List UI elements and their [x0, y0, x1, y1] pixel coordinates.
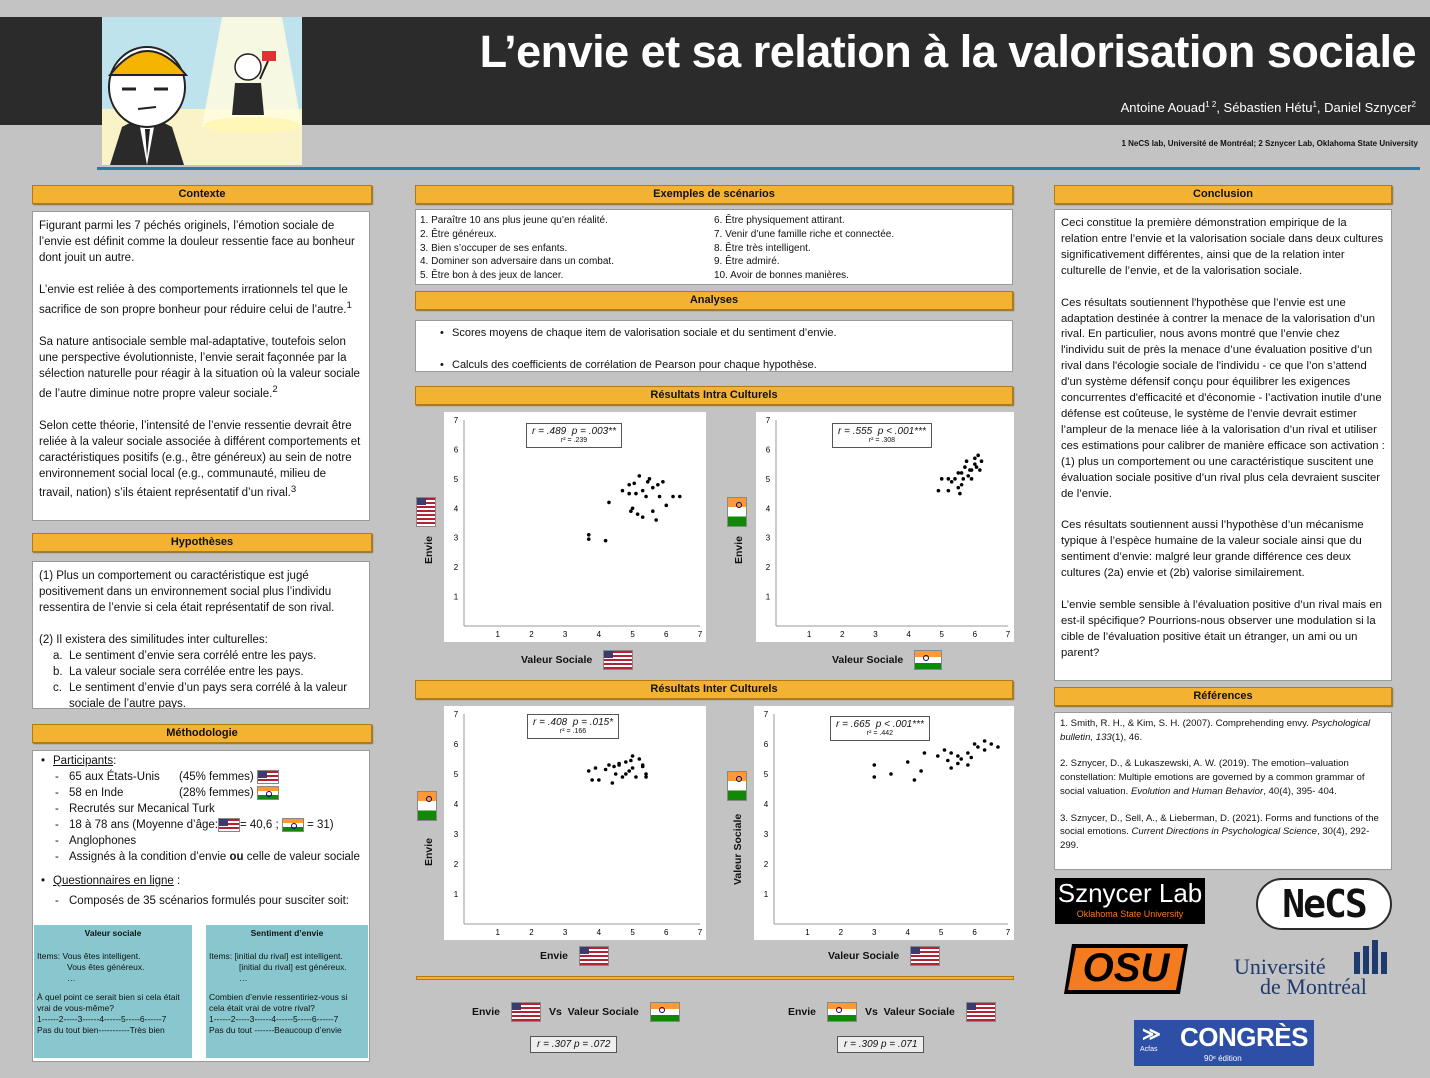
data-point: [587, 533, 591, 537]
ylabel-inter-india: Valeur Sociale: [732, 813, 744, 885]
analyses-panel: [415, 320, 1013, 372]
data-point: [950, 480, 954, 484]
recruitment: - Recrutés sur Mecanical Turk: [39, 801, 363, 817]
y-tick-label: 6: [453, 445, 459, 455]
data-point: [976, 745, 980, 749]
y-tick-label: 3: [453, 830, 459, 839]
data-point: [597, 778, 601, 782]
data-point: [996, 745, 1000, 749]
x-tick-label: 7: [697, 928, 703, 937]
conclusion-p3: Ces résultats soutiennent aussi l’hypothèse d’un mécanisme typique à l’espèce humaine de la valeur sociale ainsi que du sentiment d’envie: malgré leur grande différence ces deux cultures (2a) envie et (2b) valorise similairement.: [1061, 519, 1364, 580]
data-point: [940, 477, 944, 481]
data-point: [627, 483, 631, 487]
scenario-item: 10. Avoir de bonnes manières.: [714, 270, 849, 282]
stat-intra-us: r = .489 p = .003** r² = .239: [526, 423, 622, 448]
y-tick-label: 3: [763, 830, 769, 839]
data-point: [963, 465, 967, 469]
cross-compare-1: Envie Vs Valeur Sociale: [472, 1002, 680, 1022]
hypothesis-2c: c. Le sentiment d’envie d’un pays sera corrélé à la valeur sociale de l’autre pays.: [53, 682, 348, 709]
hypotheses-heading: Hypothèses: [32, 533, 372, 552]
data-point: [656, 483, 660, 487]
data-point: [654, 518, 658, 522]
ylabel-inter-us: Envie: [423, 837, 435, 866]
ylabel-intra-us: Envie: [423, 535, 435, 564]
data-point: [641, 765, 645, 769]
y-tick-label: 1: [765, 592, 771, 602]
y-tick-label: 1: [453, 592, 459, 602]
data-point: [947, 489, 951, 493]
udem-logo: Université de Montréal: [1232, 936, 1392, 998]
data-point: [975, 465, 979, 469]
analyses-bullet-1: • Scores moyens de chaque item de valorisation sociale et du sentiment d’envie.: [438, 325, 990, 341]
data-point: [961, 477, 965, 481]
inter-heading: Résultats Inter Culturels: [415, 680, 1013, 699]
references-panel: [1054, 712, 1392, 870]
valeur-sociale-box: Valeur sociale Items: Vous êtes intelligent. Vous êtes généreux. … À quel point ce serait bien si cela était vrai de vous-même? 1------2-----3------4------5-----6------7 Pas du tout bien-----------Très bien: [34, 925, 192, 1058]
y-tick-label: 2: [453, 563, 459, 573]
conclusion-panel: [1054, 209, 1392, 681]
cross-compare-2: Envie Vs Valeur Sociale: [788, 1002, 996, 1022]
data-point: [611, 781, 615, 785]
y-tick-label: 7: [453, 710, 459, 719]
us-flag: [910, 946, 940, 966]
data-point: [965, 459, 969, 463]
data-point: [976, 454, 980, 458]
x-tick-label: 1: [806, 630, 812, 639]
x-tick-label: 1: [495, 630, 500, 639]
x-tick-label: 3: [562, 928, 568, 937]
x-tick-label: 6: [664, 928, 669, 937]
x-tick-label: 7: [697, 630, 703, 639]
data-point: [594, 766, 598, 770]
scatter-plot-svg: [754, 706, 1014, 940]
x-tick-label: 4: [905, 928, 910, 937]
data-point: [678, 495, 682, 499]
india-flag: [827, 1002, 857, 1022]
data-point: [956, 486, 960, 490]
scenario-item: 1. Paraître 10 ans plus jeune qu’en réalité.: [420, 215, 608, 226]
analyses-bullet-2: • Calculs des coefficients de corrélation de Pearson pour chaque hypothèse.: [438, 357, 990, 372]
data-point: [983, 739, 987, 743]
data-point: [936, 754, 940, 758]
y-tick-label: 4: [453, 504, 459, 514]
hypothesis-2a: a. Le sentiment d’envie sera corrélé entre les pays.: [53, 650, 317, 662]
y-tick-label: 3: [453, 533, 459, 543]
affiliations: 1 NeCS lab, Université de Montréal; 2 Sznycer Lab, Oklahoma State University: [1121, 139, 1418, 148]
osu-logo: OSU: [1064, 936, 1196, 1002]
conclusion-heading: Conclusion: [1054, 185, 1392, 204]
data-point: [980, 459, 984, 463]
x-tick-label: 6: [664, 630, 669, 639]
inter-divider: [416, 976, 1014, 980]
scenarios-count: - Composés de 35 scénarios formulés pour susciter soit:: [39, 893, 363, 909]
language: - Anglophones: [39, 833, 363, 849]
data-point: [587, 537, 591, 541]
hypothesis-2b: b. La valeur sociale sera corrélée entre les pays.: [53, 666, 304, 678]
y-tick-label: 4: [453, 800, 459, 809]
y-tick-label: 5: [453, 770, 459, 779]
data-point: [970, 477, 974, 481]
data-point: [646, 480, 650, 484]
questionnaires-label: • Questionnaires en ligne :: [39, 873, 363, 889]
necs-logo: NeCS: [1256, 878, 1392, 930]
contexte-p2: L’envie est reliée à des comportements irrationnels tel que le sacrifice de son propre bonheur pour réduire celui de l’autre.$^1$: [39, 284, 352, 316]
india-flag: [257, 786, 279, 800]
conclusion-p1: Ceci constitue la première démonstration empirique de la relation entre l’envie et la valorisation sociale dans deux cultures significativement différentes, ainsi que de la relation inter culturelle de l’envie, et de la valorisation sociale.: [1061, 217, 1384, 277]
us-flag: [218, 818, 240, 832]
data-point: [958, 492, 962, 496]
us-flag-y-intra: [416, 497, 436, 527]
cross-stat-2: r = .309 p = .071: [837, 1036, 924, 1053]
x-tick-label: 3: [562, 630, 568, 639]
data-point: [636, 512, 640, 516]
references-heading: Références: [1054, 687, 1392, 706]
data-point: [658, 495, 662, 499]
x-tick-label: 2: [529, 630, 534, 639]
y-tick-label: 6: [453, 740, 459, 749]
y-tick-label: 1: [763, 890, 769, 899]
data-point: [641, 489, 645, 493]
contexte-p1: Figurant parmi les 7 péchés originels, l’émotion sociale de l’envie est définit comme la douleur ressentie face au bonheur dont jouit un autre.: [39, 220, 355, 264]
x-tick-label: 2: [838, 928, 844, 937]
data-point: [989, 742, 993, 746]
data-point: [587, 769, 591, 773]
us-flag: [603, 650, 633, 670]
x-tick-label: 7: [1005, 928, 1011, 937]
data-point: [872, 775, 876, 779]
intra-heading: Résultats Intra Culturels: [415, 386, 1013, 405]
data-point: [644, 775, 648, 779]
contexte-p4: Selon cette théorie, l’intensité de l’envie ressentie devrait être reliée à la valeur sociale associée à différent comportements et caractéristiques positifs (e.g., être généreux) au sein de notre environnement social local (e.g., communauté, milieu de travail, nation) s’ils étaient représentatif d’un rival.$^3$: [39, 419, 361, 500]
xlabel-inter-us: Envie: [540, 946, 609, 966]
scenarios-right: [714, 214, 894, 283]
scenario-item: 4. Dominer son adversaire dans un combat.: [420, 256, 614, 268]
xlabel-intra-us: Valeur Sociale: [521, 650, 633, 670]
stat-inter-us: r = .408 p = .015* r² = .166: [527, 714, 619, 739]
age-range: - 18 à 78 ans (Moyenne d’âge: = 40,6 ; = 31): [39, 817, 363, 833]
data-point: [664, 504, 668, 508]
participants-us: - 65 aux États-Unis (45% femmes): [39, 769, 363, 785]
data-point: [621, 775, 625, 779]
y-tick-label: 7: [763, 710, 769, 719]
data-point: [644, 495, 648, 499]
y-tick-label: 5: [453, 474, 459, 484]
congres-acfas-logo: ≫ Acfas CONGRÈS 90ᵉ édition: [1134, 1020, 1314, 1066]
reference-1: 1. Smith, R. H., & Kim, S. H. (2007). Comprehending envy. Psychological bulletin, 133(1), 46.: [1060, 718, 1371, 743]
data-point: [937, 489, 941, 493]
scenarios-heading: Exemples de scénarios: [415, 185, 1013, 204]
contexte-heading: Contexte: [32, 185, 372, 204]
hypothesis-2: (2) Il existera des similitudes inter culturelles:: [39, 634, 268, 646]
data-point: [624, 772, 628, 776]
data-point: [969, 756, 973, 760]
data-point: [634, 775, 638, 779]
scenarios-left: [420, 214, 614, 283]
data-point: [607, 501, 611, 505]
methodologie-heading: Méthodologie: [32, 724, 372, 743]
us-flag: [511, 1002, 541, 1022]
data-point: [631, 754, 635, 758]
acfas-arrow-icon: ≫: [1142, 1024, 1161, 1044]
data-point: [949, 766, 953, 770]
x-tick-label: 3: [872, 928, 877, 937]
scenario-item: 6. Être physiquement attirant.: [714, 215, 845, 226]
india-flag: [650, 1002, 680, 1022]
x-tick-label: 5: [939, 630, 944, 639]
participants-label: • Participants:: [39, 753, 363, 769]
hypothesis-1: (1) Plus un comportement ou caractéristique est jugé positivement dans un environnement social plus l’individu ressentira de l’envie si cela était représentatif de son rival.: [39, 570, 335, 614]
hypothesis-list: [39, 648, 363, 709]
data-point: [978, 468, 982, 472]
scenario-item: 2. Être généreux.: [420, 228, 497, 240]
data-point: [943, 748, 947, 752]
data-point: [632, 481, 636, 485]
scenarios-panel: [415, 209, 1013, 285]
x-tick-label: 5: [938, 928, 944, 937]
y-tick-label: 2: [763, 860, 769, 869]
data-point: [960, 471, 964, 475]
data-point: [949, 751, 953, 755]
data-point: [661, 480, 665, 484]
contexte-panel: [32, 211, 370, 521]
analyses-heading: Analyses: [415, 291, 1013, 310]
x-tick-label: 5: [630, 630, 635, 639]
data-point: [913, 778, 917, 782]
data-point: [590, 778, 594, 782]
us-flag: [966, 1002, 996, 1022]
conclusion-p4: L’envie semble sensible à l’évaluation positive d’un rival mais en est-il spécifique? Pourrions-nous observer une modulation si la cible de l’évaluation positive était un étranger, un ami ou un parent?: [1061, 599, 1382, 659]
xlabel-intra-india: Valeur Sociale: [832, 650, 942, 670]
data-point: [621, 489, 625, 493]
india-flag: [282, 818, 304, 832]
y-tick-label: 6: [765, 445, 771, 455]
data-point: [614, 772, 618, 776]
data-point: [638, 474, 642, 478]
scatter-inter-india: [754, 706, 1014, 940]
data-point: [627, 769, 631, 773]
cross-stat-1: r = .307 p = .072: [530, 1036, 617, 1053]
data-point: [968, 468, 972, 472]
data-point: [947, 477, 951, 481]
data-point: [651, 509, 655, 513]
us-flag: [257, 770, 279, 784]
data-point: [906, 760, 910, 764]
contexte-p3: Sa nature antisociale semble mal-adaptative, toutefois selon une perspective évolutionniste, l’envie serait façonnée par la sélection naturelle pour réagir à la situation où la valeur sociale de l’autre diminue notre propre valeur sociale.$^2$: [39, 335, 360, 400]
y-tick-label: 2: [453, 860, 459, 869]
x-tick-label: 1: [805, 928, 810, 937]
x-tick-label: 6: [972, 630, 978, 639]
y-tick-label: 7: [453, 416, 459, 425]
data-point: [966, 474, 970, 478]
data-point: [607, 763, 611, 767]
x-tick-label: 4: [906, 630, 911, 639]
data-point: [651, 486, 655, 490]
xlabel-inter-india: Valeur Sociale: [828, 946, 940, 966]
y-tick-label: 6: [763, 740, 769, 749]
stat-intra-india: r = .555 p < .001*** r² = .308: [832, 423, 932, 448]
data-point: [973, 742, 977, 746]
y-tick-label: 3: [765, 533, 771, 543]
data-point: [966, 751, 970, 755]
sznycer-lab-logo: Sznycer Lab Oklahoma State University: [1055, 878, 1205, 924]
x-tick-label: 2: [529, 928, 534, 937]
scenario-item: 5. Être bon à des jeux de lancer.: [420, 270, 564, 282]
y-tick-label: 4: [763, 800, 769, 809]
x-tick-label: 4: [596, 928, 602, 937]
data-point: [966, 763, 970, 767]
data-point: [604, 768, 608, 772]
x-tick-label: 6: [972, 928, 977, 937]
udem-building-icon: [1352, 938, 1388, 974]
stat-inter-india: r = .665 p < .001*** r² = .442: [830, 716, 930, 741]
x-tick-label: 3: [873, 630, 878, 639]
data-point: [624, 760, 628, 764]
india-flag-y-inter: [417, 791, 437, 821]
data-point: [604, 539, 608, 543]
data-point: [629, 759, 633, 763]
scenario-item: 7. Venir d’une famille riche et connectée.: [714, 228, 895, 240]
conclusion-p2: Ces résultats soutiennent l'hypothèse que l’envie est une adaptation destinée à contrer la menace de la valorisation d’un rival. En particulier, nous avons montré que l’envie chez l'individu suit de près la menace d’une évaluation positive d’un rival dans l'écologie sociale de l'individu - ce que l’on s’attend d'un système défensif conçu pour équilibrer les exigences concurrentes d'efficacité et d'économie - l’activation inutile d’une défense est coûteuse, le système de l’envie devrait estimer l’ampleur de la menace liée à la valorisation d’un rival et utiliser ces estimations pour calibrer de manière efficace son activation : (1) plus un comportement ou une caractéristique suscitent une évaluation sociale positive d’un rival plus cela devraient susciter de l’envie.: [1061, 296, 1385, 500]
data-point: [956, 762, 960, 766]
data-point: [923, 751, 927, 755]
poster-title: L’envie et sa relation à la valorisation sociale: [479, 26, 1416, 77]
scatter-inter-us: [444, 706, 706, 940]
ylabel-intra-india: Envie: [733, 535, 745, 564]
reference-3: 3. Sznycer, D., Sell, A., & Lieberman, D. (2021). Forms and functions of the social emotions. Current Directions in Psychological Science, 30(4), 292-299.: [1060, 812, 1379, 851]
us-flag: [579, 946, 609, 966]
data-point: [641, 515, 645, 519]
data-point: [973, 456, 977, 460]
data-point: [872, 763, 876, 767]
data-point: [612, 765, 616, 769]
x-tick-label: 5: [630, 928, 635, 937]
y-tick-label: 1: [453, 890, 459, 899]
x-tick-label: 4: [596, 630, 602, 639]
x-tick-label: 2: [840, 630, 845, 639]
y-tick-label: 5: [763, 770, 769, 779]
y-tick-label: 2: [765, 563, 771, 573]
data-point: [959, 757, 963, 761]
y-tick-label: 7: [765, 416, 771, 425]
data-point: [617, 762, 621, 766]
data-point: [946, 759, 950, 763]
india-flag: [914, 650, 942, 670]
x-tick-label: 7: [1005, 630, 1011, 639]
data-point: [956, 471, 960, 475]
header-rule: [97, 167, 1420, 170]
data-point: [629, 509, 633, 513]
data-point: [919, 769, 923, 773]
data-point: [634, 492, 638, 496]
reference-2: 2. Sznycer, D., & Lukaszewski, A. W. (2019). The emotion–valuation constellation: Multiple emotions are governed by a common grammar of social valuation. Evolution and Human Behavior, 40(4), 395- 404.: [1060, 758, 1365, 797]
data-point: [638, 757, 642, 761]
scenario-item: 9. Être admiré.: [714, 256, 780, 268]
india-flag-y-intra: [727, 497, 747, 527]
data-point: [631, 766, 635, 770]
participants-in: - 58 en Inde (28% femmes): [39, 785, 363, 801]
india-flag-y-inter-2: [727, 771, 747, 801]
data-point: [983, 748, 987, 752]
assignment: - Assignés à la condition d’envie ou celle de valeur sociale: [39, 849, 363, 865]
authors: Antoine Aouad$^{1 2}$, Sébastien Hétu$^1$, Daniel Sznycer$^2$: [1120, 100, 1416, 116]
data-point: [956, 754, 960, 758]
scenario-item: 3. Bien s’occuper de ses enfants.: [420, 242, 568, 254]
scatter-plot-svg: [444, 706, 706, 940]
header-illustration: [102, 17, 302, 165]
scenario-item: 8. Être très intelligent.: [714, 242, 811, 254]
sentiment-envie-box: Sentiment d’envie Items: [initial du rival] est intelligent. [initial du rival] est généreux. … Combien d’envie ressentiriez-vous si cela était vrai de votre rival? 1------2-----3------4------5-----6------7 Pas du tout -------Beaucoup d’envie: [206, 925, 368, 1058]
y-tick-label: 5: [765, 474, 771, 484]
data-point: [960, 483, 964, 487]
data-point: [953, 477, 957, 481]
data-point: [627, 492, 631, 496]
data-point: [671, 495, 675, 499]
y-tick-label: 4: [765, 504, 771, 514]
hypotheses-panel: [32, 561, 370, 709]
x-tick-label: 1: [495, 928, 500, 937]
data-point: [889, 772, 893, 776]
